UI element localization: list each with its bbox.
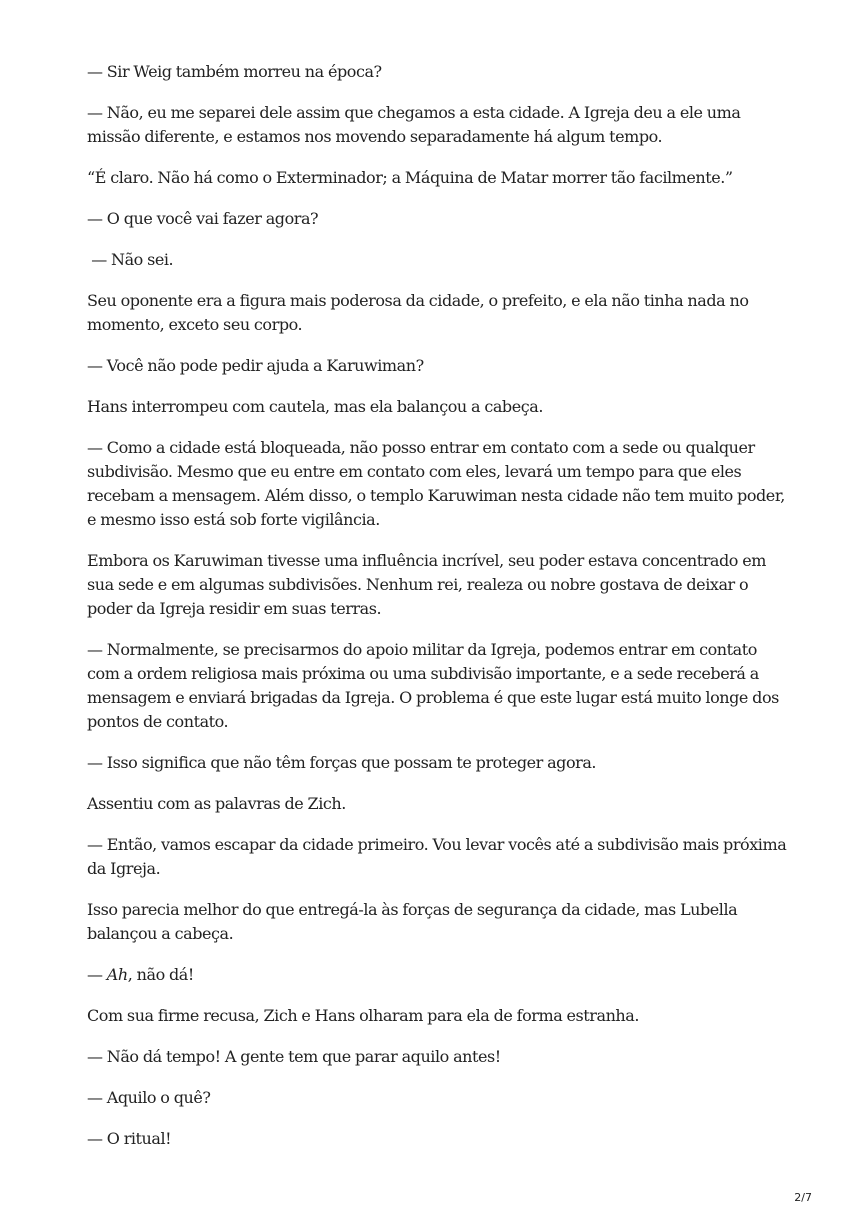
paragraph: — Normalmente, se precisarmos do apoio militar da Igreja, podemos entrar em contato com a ordem religiosa mais próxima ou uma subdivisão importante, e a sede receberá a mensagem e enviará brigadas da Igreja. O problema é que este lugar está muito longe dos pontos de contato.: [87, 640, 779, 731]
paragraph: — Isso significa que não têm forças que possam te proteger agora.: [87, 753, 597, 772]
paragraph: “É claro. Não há como o Exterminador; a Máquina de Matar morrer tão facilmente.”: [87, 168, 733, 187]
page-number: 2/7: [794, 1191, 812, 1204]
paragraph: — Não, eu me separei dele assim que chegamos a esta cidade. A Igreja deu a ele uma missão diferente, e estamos nos movendo separadamente há algum tempo.: [87, 103, 741, 146]
paragraph: — Aquilo o quê?: [87, 1088, 211, 1107]
paragraph: Seu oponente era a figura mais poderosa da cidade, o prefeito, e ela não tinha nada no momento, exceto seu corpo.: [87, 291, 749, 334]
paragraph-italic-exclamation: [87, 963, 787, 987]
paragraph: Com sua firme recusa, Zich e Hans olharam para ela de forma estranha.: [87, 1006, 640, 1025]
paragraph: — Não dá tempo! A gente tem que parar aquilo antes!: [87, 1047, 501, 1066]
paragraph: — Você não pode pedir ajuda a Karuwiman?: [87, 356, 424, 375]
paragraph: Assentiu com as palavras de Zich.: [87, 794, 346, 813]
paragraph: — Então, vamos escapar da cidade primeiro. Vou levar vocês até a subdivisão mais próxima da Igreja.: [87, 835, 787, 878]
paragraph: Hans interrompeu com cautela, mas ela balançou a cabeça.: [87, 397, 543, 416]
dialogue-dash: —: [87, 965, 107, 984]
paragraph: — Sir Weig também morreu na época?: [87, 62, 382, 81]
paragraph: Embora os Karuwiman tivesse uma influência incrível, seu poder estava concentrado em sua sede e em algumas subdivisões. Nenhum rei, realeza ou nobre gostava de deixar o poder da Igreja residir em suas terras.: [87, 551, 766, 618]
dialogue-rest: , não dá!: [127, 965, 194, 984]
paragraph: — Não sei.: [87, 250, 174, 269]
paragraph: — O que você vai fazer agora?: [87, 209, 319, 228]
paragraph: — O ritual!: [87, 1129, 172, 1148]
paragraph: — Como a cidade está bloqueada, não posso entrar em contato com a sede ou qualquer subdivisão. Mesmo que eu entre em contato com eles, levará um tempo para que eles recebam a mensagem. Além disso, o templo Karuwiman nesta cidade não tem muito poder, e mesmo isso está sob forte vigilância.: [87, 438, 785, 529]
emphasis-text: Ah: [106, 965, 128, 984]
paragraph: Isso parecia melhor do que entregá-la às forças de segurança da cidade, mas Lubella balançou a cabeça.: [87, 900, 738, 943]
document-body: [87, 60, 787, 1168]
